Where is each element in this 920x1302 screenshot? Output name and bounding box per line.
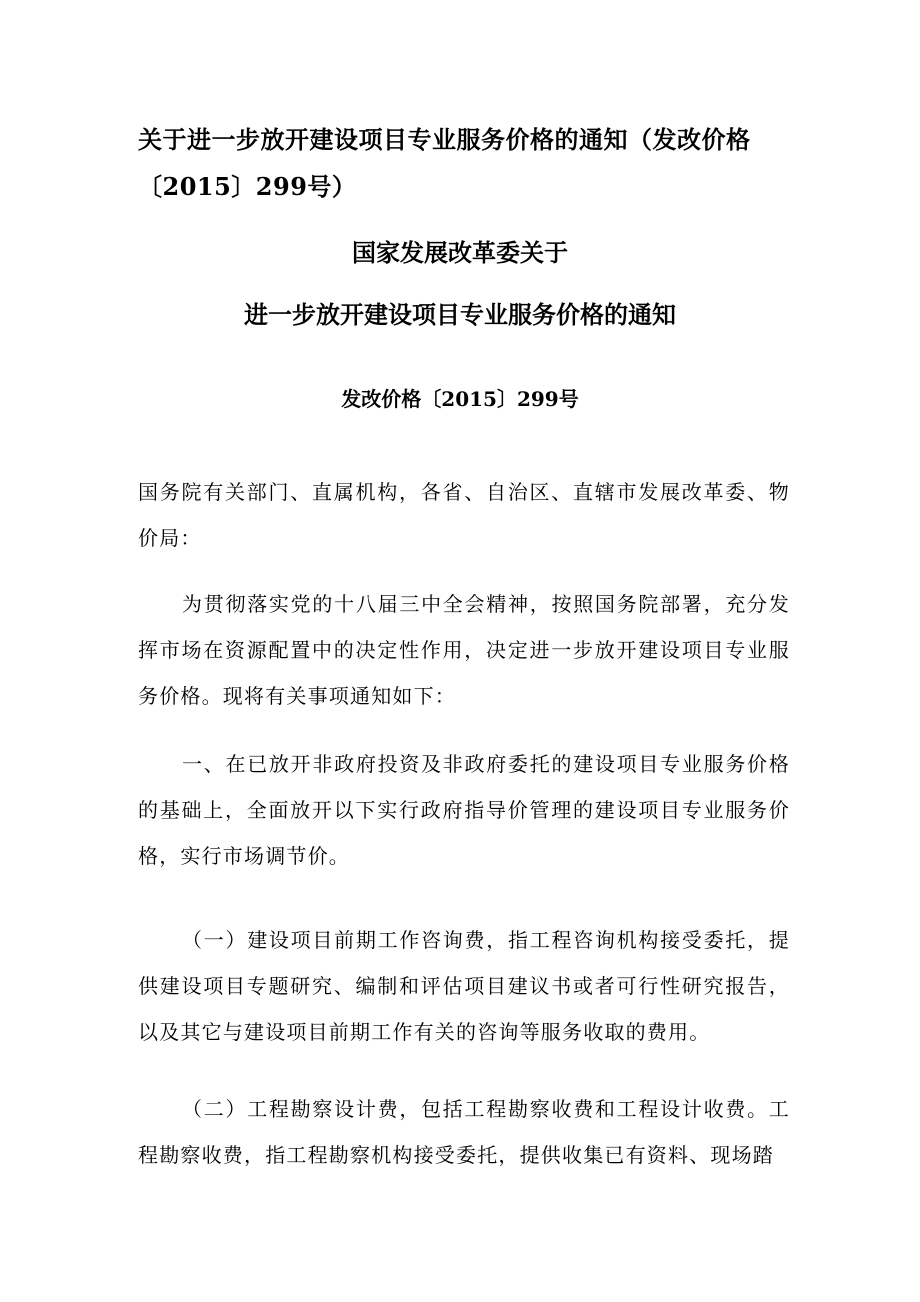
document-title: 关于进一步放开建设项目专业服务价格的通知（发改价格〔2015〕299号） <box>138 125 751 201</box>
document-number: 发改价格〔2015〕299号 <box>341 387 579 411</box>
heading-line-1: 国家发展改革委关于 <box>352 238 568 267</box>
body-paragraph-item-1: 一、在已放开非政府投资及非政府委托的建设项目专业服务价格的基础上，全面放开以下实行政府指导价管理的建设项目专业服务价格，实行市场调节价。 <box>138 752 790 868</box>
body-paragraph-subitem-2: （二）工程勘察设计费，包括工程勘察收费和工程设计收费。工程勘察收费，指工程勘察机构接受委托，提供收集已有资料、现场踏 <box>138 1097 790 1167</box>
body-paragraph-intro: 为贯彻落实党的十八届三中全会精神，按照国务院部署，充分发挥市场在资源配置中的决定性作用，决定进一步放开建设项目专业服务价格。现将有关事项通知如下： <box>138 592 790 708</box>
addressee-paragraph: 国务院有关部门、直属机构，各省、自治区、直辖市发展改革委、物价局： <box>138 480 790 550</box>
body-paragraph-subitem-1: （一）建设项目前期工作咨询费，指工程咨询机构接受委托，提供建设项目专题研究、编制和评估项目建议书或者可行性研究报告，以及其它与建设项目前期工作有关的咨询等服务收取的费用。 <box>138 928 790 1044</box>
heading-line-2: 进一步放开建设项目专业服务价格的通知 <box>244 300 676 329</box>
